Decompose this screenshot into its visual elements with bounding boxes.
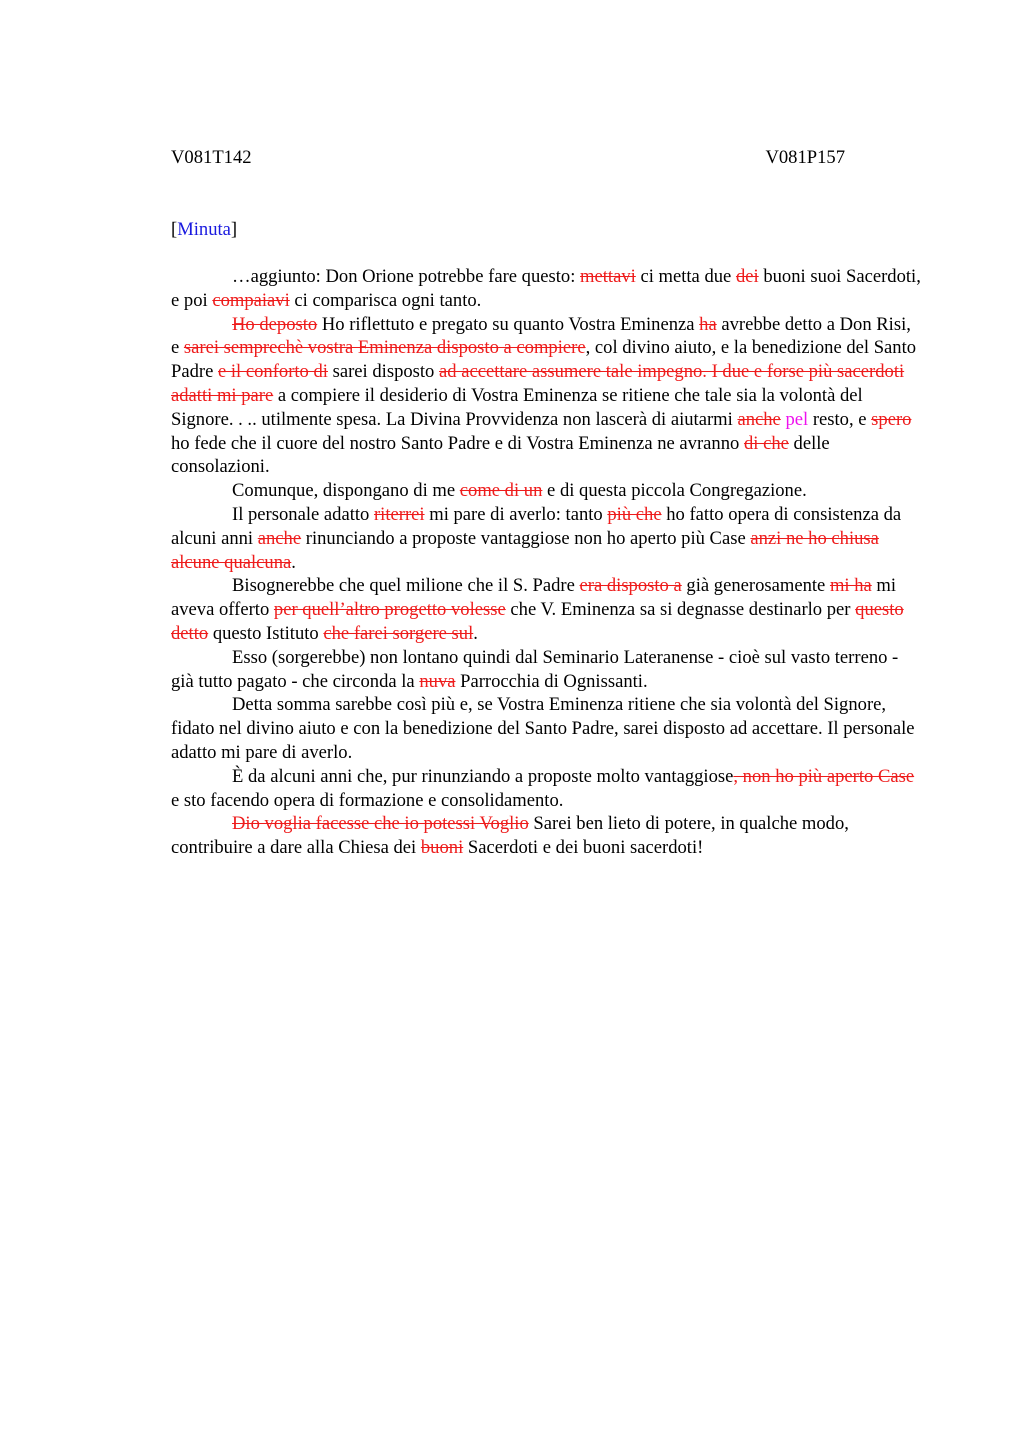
- bracket-close: ]: [230, 219, 238, 240]
- text-segment: .: [473, 622, 478, 644]
- minuta-label: Minuta: [177, 219, 231, 240]
- deleted-text: anche: [257, 527, 302, 549]
- inserted-text: pel: [785, 408, 809, 430]
- deleted-text: ha: [699, 313, 717, 335]
- text-segment: rinunciando a proposte vantaggiose non ho aperto più Case: [301, 527, 751, 549]
- text-segment: Detta somma sarebbe così più e, se Vostra Eminenza ritiene che sia volontà del Signore, fidato nel divino aiuto e con la benedizione del Santo Padre, sarei disposto ad accettare. Il personale adatto mi pare di averlo.: [171, 694, 915, 763]
- deleted-text: , non ho più aperto Case: [733, 765, 915, 787]
- paragraph: [171, 693, 923, 764]
- text-segment: mi pare di averlo: tanto: [424, 503, 608, 525]
- text-segment: mi aveva offerto: [171, 575, 897, 621]
- text-segment: che V. Eminenza sa si degnasse destinarlo per: [505, 599, 856, 621]
- deleted-text: e il conforto di: [217, 361, 328, 383]
- deleted-text: sarei semprechè vostra Eminenza disposto a compiere: [183, 337, 586, 359]
- deleted-text: per quell’altro progetto volesse: [273, 599, 506, 621]
- text-segment: .: [291, 551, 296, 573]
- paragraph: [171, 765, 923, 813]
- text-segment: Bisognerebbe che quel milione che il S. Padre: [232, 575, 580, 597]
- paragraph: [171, 503, 923, 574]
- paragraph: [171, 479, 923, 503]
- deleted-text: Dio voglia facesse che io potessi Voglio: [232, 813, 529, 835]
- text-segment: Il personale adatto: [232, 503, 374, 525]
- deleted-text: questo detto: [171, 599, 904, 644]
- text-segment: questo Istituto: [208, 622, 324, 644]
- letter-body: [171, 265, 923, 860]
- paragraph: [171, 313, 923, 480]
- paragraph: [171, 574, 923, 645]
- text-segment: e di questa piccola Congregazione.: [542, 480, 807, 502]
- deleted-text: come di un: [459, 480, 543, 502]
- deleted-text: anche: [737, 408, 781, 430]
- text-segment: , col divino aiuto, e la benedizione del Santo Padre: [171, 337, 917, 383]
- deleted-text: spero: [871, 408, 912, 430]
- paragraph: [171, 812, 923, 860]
- text-segment: ho fatto opera di consistenza da alcuni anni: [171, 503, 902, 549]
- text-segment: delle consolazioni.: [171, 432, 830, 478]
- deleted-text: riterrei: [373, 503, 425, 525]
- text-segment: Ho riflettuto e pregato su quanto Vostra Eminenza: [317, 313, 700, 335]
- deleted-text: mettavi: [580, 266, 636, 287]
- deleted-text: di che: [743, 432, 789, 454]
- volume-page-code: V081P157: [765, 147, 845, 168]
- deleted-text: nuva: [419, 670, 456, 692]
- deleted-text: ad accettare assumere tale impegno. I due e forse più sacerdoti adatti mi pare: [171, 361, 905, 406]
- text-segment: avrebbe detto a Don Risi, e: [171, 313, 911, 359]
- deleted-text: Ho deposto: [232, 313, 318, 335]
- text-segment: a compiere il desiderio di Vostra Eminenza se ritiene che tale sia la volontà del Signore. . .. utilmente spesa. La Divina Provvidenza non lascerà di aiutarmi: [171, 384, 863, 430]
- text-segment: Parrocchia di Ognissanti.: [455, 670, 648, 692]
- text-segment: È da alcuni anni che, pur rinunziando a proposte molto vantaggiose: [232, 765, 734, 787]
- document-type-label: [171, 219, 237, 241]
- text-segment: Sacerdoti e dei buoni sacerdoti!: [463, 837, 704, 859]
- deleted-text: compaiavi: [212, 289, 290, 311]
- text-segment: ho fede che il cuore del nostro Santo Padre e di Vostra Eminenza ne avranno: [171, 432, 744, 454]
- text-segment: e sto facendo opera di formazione e consolidamento.: [171, 789, 564, 811]
- text-segment: già generosamente: [681, 575, 830, 597]
- deleted-text: buoni: [420, 837, 464, 859]
- deleted-text: più che: [607, 503, 662, 525]
- deleted-text: era disposto a: [579, 575, 682, 597]
- text-segment: Esso (sorgerebbe) non lontano quindi dal Seminario Lateranense - cioè sul vasto terreno - già tutto pagato - che circonda la: [171, 646, 899, 692]
- text-segment: resto, e: [808, 408, 872, 430]
- text-segment: Comunque, dispongano di me: [232, 480, 460, 502]
- paragraph: [171, 646, 923, 694]
- text-segment: …aggiunto: Don Orione potrebbe fare questo:: [232, 266, 581, 287]
- text-segment: Sarei ben lieto di potere, in qualche modo, contribuire a dare alla Chiesa dei: [171, 813, 849, 859]
- text-segment: ci metta due: [635, 266, 736, 287]
- deleted-text: dei: [735, 266, 759, 287]
- deleted-text: che farei sorgere sul: [323, 622, 474, 644]
- text-segment: ci comparisca ogni tanto.: [289, 289, 482, 311]
- document-header: [171, 147, 845, 169]
- text-segment: buoni suoi Sacerdoti, e poi: [171, 266, 921, 311]
- volume-text-code: V081T142: [171, 147, 252, 168]
- paragraph: [171, 265, 923, 313]
- bracket-open: [: [171, 219, 178, 240]
- text-segment: sarei disposto: [327, 361, 440, 383]
- deleted-text: anzi ne ho chiusa alcune qualcuna: [171, 527, 879, 573]
- deleted-text: mi ha: [829, 575, 872, 597]
